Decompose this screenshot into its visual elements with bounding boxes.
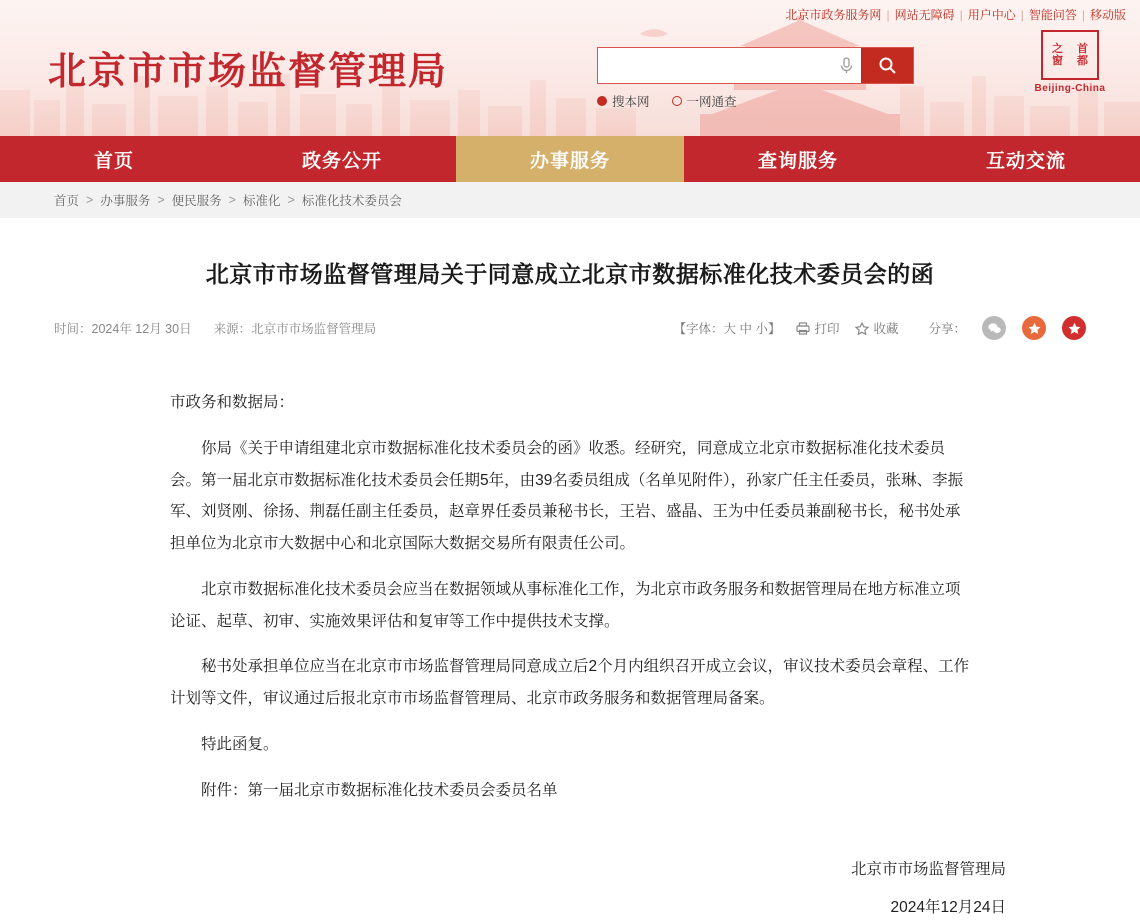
search-scope-site-label: 搜本网 [612,95,650,109]
paragraph-0: 市政务和数据局： [170,394,295,411]
font-size-close: 】 [767,322,781,336]
search-scope-site[interactable] [597,92,650,110]
microphone-icon[interactable] [831,48,861,83]
top-link-1[interactable]: 网站无障碍 [894,8,955,22]
radio-selected-icon[interactable] [597,96,607,106]
seal-caption: Beijing-China [1034,83,1106,94]
top-link-3[interactable]: 智能问答 [1028,8,1077,22]
site-logo[interactable]: 北京市市场监督管理局 [48,49,449,93]
paragraph-1: 你局《关于申请组建北京市数据标准化技术委员会的函》收悉。经研究，同意成立北京市数据标准化技术委员会。第一届北京市数据标准化技术委员会任期5年，由39名委员组成（名单见附件），孙家广任主任委员，张琳、李振军、刘贤刚、徐扬、荆磊任副主任委员，赵章界任委员兼秘书长，王岩、盛晶、王为中任委员兼副秘书长，秘书处承担单位为北京市大数据中心和北京国际大数据交易所有限责任公司。 [170,439,964,553]
nav-item-interaction[interactable]: 互动交流 [985,150,1066,172]
meta-source [214,319,377,337]
font-size-label: 【字体： [673,322,724,336]
meta-time-label: 时间： [54,322,92,336]
meta-time-value: 2024年 12月 30日 [91,322,192,336]
print-button[interactable] [796,319,839,337]
breadcrumb-item-0[interactable]: 首页 [54,194,80,208]
printer-icon [796,322,810,335]
link-separator: | [886,8,890,22]
seal-characters [1041,30,1099,80]
meta-source-label: 来源： [213,322,252,336]
signature-organization: 北京市市场监督管理局 [850,861,1006,879]
search-button[interactable] [861,48,913,83]
article-meta-bar [54,313,1086,343]
nav-item-government-affairs[interactable]: 政务公开 [301,150,382,172]
link-separator: | [959,8,963,22]
favorite-label: 收藏 [873,322,899,336]
nav-item-services[interactable]: 办事服务 [456,136,684,182]
nav-item-home[interactable]: 首页 [93,150,134,172]
breadcrumb-separator: > [228,193,236,207]
paragraph-attachment: 附件：第一届北京市数据标准化技术委员会委员名单 [201,781,558,799]
qzone-icon[interactable] [1022,316,1046,340]
article-container [0,256,1140,924]
breadcrumb-separator: > [287,193,295,207]
breadcrumb-item-3[interactable]: 标准化 [242,194,281,208]
search-scope-options[interactable] [597,92,914,110]
meta-right[interactable] [673,316,1086,340]
top-link-2[interactable]: 用户中心 [967,8,1016,22]
article-signature-block [54,854,1086,924]
seal-char-0: 之 [1052,43,1063,55]
search-input[interactable] [598,48,831,83]
font-size-control[interactable] [673,319,780,337]
favorite-button[interactable] [855,319,898,337]
breadcrumb-separator: > [157,193,165,207]
print-label: 打印 [814,322,840,336]
search-scope-all-label: 一网通查 [686,95,737,109]
breadcrumb-separator: > [86,193,94,207]
top-utility-links[interactable] [785,6,1126,23]
meta-source-value: 北京市市场监督管理局 [251,322,377,336]
seal-char-3: 都 [1077,55,1088,67]
page-title: 北京市市场监督管理局关于同意成立北京市数据标准化技术委员会的函 [205,261,935,287]
radio-unselected-icon[interactable] [672,96,682,106]
beijing-seal-logo [1026,30,1114,108]
breadcrumb [0,182,1140,218]
meta-time [54,319,192,337]
paragraph-2: 北京市数据标准化技术委员会应当在数据领域从事标准化工作，为北京市政务服务和数据管理局在地方标准立项论证、起草、初审、实施效果评估和复审等工作中提供技术支撑。 [170,580,961,630]
meta-left [54,319,376,337]
paragraph-3: 秘书处承担单位应当在北京市市场监督管理局同意成立后2个月内组织召开成立会议，审议技术委员会章程、工作计划等文件，审议通过后报北京市市场监督管理局、北京市政务服务和数据管理局备案。 [170,658,970,708]
seal-char-2: 窗 [1052,55,1063,67]
breadcrumb-item-4[interactable]: 标准化技术委员会 [301,194,402,208]
wechat-icon[interactable] [982,316,1006,340]
font-size-options[interactable]: 大 中 小 [723,322,768,336]
search-area [597,47,914,110]
article-body [54,387,1086,806]
star-icon [855,322,869,335]
top-link-4[interactable]: 移动版 [1089,8,1126,22]
signature-date: 2024年12月24日 [890,899,1006,917]
share-label: 分享： [928,322,966,336]
seal-char-1: 首 [1077,43,1088,55]
search-box[interactable] [597,47,914,84]
link-separator: | [1081,8,1085,22]
search-scope-all[interactable] [672,92,737,110]
breadcrumb-item-1[interactable]: 办事服务 [100,194,151,208]
link-separator: | [1020,8,1024,22]
nav-item-query[interactable]: 查询服务 [757,150,838,172]
main-navigation[interactable] [0,136,1140,182]
favorite-star-icon[interactable] [1062,316,1086,340]
top-link-0[interactable]: 北京市政务服务网 [785,8,882,22]
paragraph-4: 特此函复。 [201,735,279,753]
site-header [0,0,1140,136]
breadcrumb-item-2[interactable]: 便民服务 [171,194,222,208]
